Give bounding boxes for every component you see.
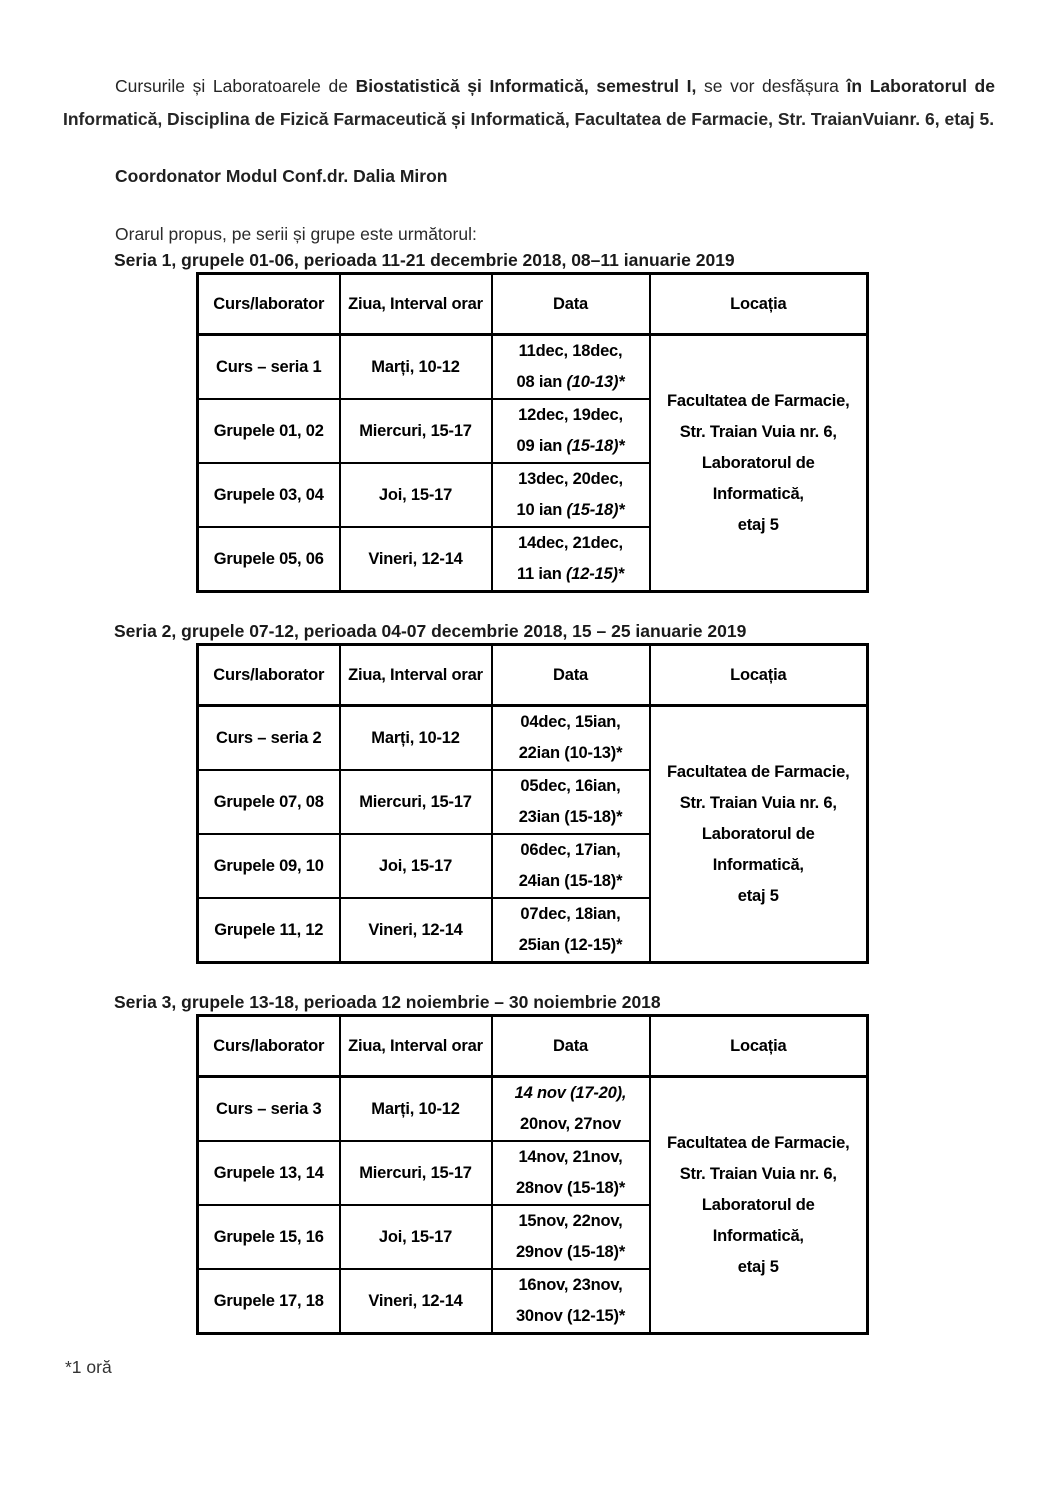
date-cell xyxy=(492,898,650,963)
day-cell: Marți, 10-12 xyxy=(340,335,492,400)
date-text: 23ian (15-18)* xyxy=(518,808,623,826)
day-cell: Marți, 10-12 xyxy=(340,1077,492,1142)
date-text: 29nov (15-18)* xyxy=(515,1243,626,1261)
date-text: 13dec, 20dec, xyxy=(518,470,623,488)
header-cell-locatia: Locația xyxy=(650,274,868,335)
day-cell: Marți, 10-12 xyxy=(340,706,492,771)
location-line: Laboratorul de xyxy=(701,1195,815,1214)
day-cell: Joi, 15-17 xyxy=(340,463,492,527)
date-text: 14dec, 21dec, xyxy=(518,534,623,552)
seria-3-table xyxy=(196,1014,869,1335)
course-cell: Grupele 03, 04 xyxy=(198,463,340,527)
table-header-row xyxy=(198,274,868,335)
footnote: *1 oră xyxy=(65,1357,112,1377)
table-header-row xyxy=(198,1016,868,1077)
location-line: Str. Traian Vuia nr. 6, xyxy=(679,793,837,812)
date-text-italic: (10-13)* xyxy=(566,373,625,391)
location-line: etaj 5 xyxy=(737,886,779,905)
header-cell-data: Data xyxy=(492,1016,650,1077)
date-text: 09 ian xyxy=(516,437,567,455)
location-line: Facultatea de Farmacie, xyxy=(667,391,850,410)
day-cell: Miercuri, 15-17 xyxy=(340,399,492,463)
schedule-intro-line: Orarul propus, pe serii și grupe este următorul: xyxy=(115,224,477,244)
date-cell xyxy=(492,1269,650,1334)
course-cell: Curs – seria 1 xyxy=(198,335,340,400)
header-cell-data: Data xyxy=(492,274,650,335)
date-text: 04dec, 15ian, xyxy=(520,713,621,731)
intro-paragraph xyxy=(63,70,995,136)
date-text: 06dec, 17ian, xyxy=(520,841,621,859)
date-text: 08 ian xyxy=(516,373,567,391)
date-text: 20nov, 27nov xyxy=(520,1115,621,1133)
location-line: etaj 5 xyxy=(737,515,779,534)
seria-1-heading: Seria 1, grupele 01-06, perioada 11-21 decembrie 2018, 08–11 ianuarie 2019 xyxy=(114,250,735,270)
course-cell: Grupele 09, 10 xyxy=(198,834,340,898)
intro-bold-course-title: Biostatistică și Informatică, semestrul I, xyxy=(355,76,697,96)
day-cell: Joi, 15-17 xyxy=(340,834,492,898)
header-cell-ziua-interval: Ziua, Interval orar xyxy=(340,1016,492,1077)
date-text: 22ian (10-13)* xyxy=(518,744,623,762)
location-cell xyxy=(650,335,868,592)
date-text: 05dec, 16ian, xyxy=(520,777,621,795)
date-cell xyxy=(492,399,650,463)
day-cell: Miercuri, 15-17 xyxy=(340,770,492,834)
date-cell xyxy=(492,706,650,771)
day-cell: Vineri, 12-14 xyxy=(340,527,492,592)
date-cell xyxy=(492,834,650,898)
date-cell xyxy=(492,335,650,400)
date-text-italic: (15-18)* xyxy=(566,501,625,519)
coordinator-line: Coordonator Modul Conf.dr. Dalia Miron xyxy=(115,166,448,186)
header-cell-data: Data xyxy=(492,645,650,706)
date-cell xyxy=(492,463,650,527)
course-cell: Grupele 13, 14 xyxy=(198,1141,340,1205)
header-cell-ziua-interval: Ziua, Interval orar xyxy=(340,274,492,335)
intro-line-1 xyxy=(63,70,995,103)
date-text: 07dec, 18ian, xyxy=(520,905,621,923)
table-row xyxy=(198,706,868,771)
location-cell xyxy=(650,706,868,963)
course-cell: Grupele 05, 06 xyxy=(198,527,340,592)
day-cell: Vineri, 12-14 xyxy=(340,1269,492,1334)
day-cell: Vineri, 12-14 xyxy=(340,898,492,963)
day-cell: Miercuri, 15-17 xyxy=(340,1141,492,1205)
seria-2-heading: Seria 2, grupele 07-12, perioada 04-07 decembrie 2018, 15 – 25 ianuarie 2019 xyxy=(114,621,747,641)
course-cell: Curs – seria 2 xyxy=(198,706,340,771)
header-cell-locatia: Locația xyxy=(650,645,868,706)
date-text: 28nov (15-18)* xyxy=(515,1179,626,1197)
location-line: Laboratorul de xyxy=(701,453,815,472)
table-header-row xyxy=(198,645,868,706)
date-cell xyxy=(492,1205,650,1269)
course-cell: Curs – seria 3 xyxy=(198,1077,340,1142)
date-text: 11dec, 18dec, xyxy=(518,342,623,360)
location-line: etaj 5 xyxy=(737,1257,779,1276)
header-cell-ziua-interval: Ziua, Interval orar xyxy=(340,645,492,706)
date-text: 10 ian xyxy=(516,501,567,519)
header-cell-curs-laborator: Curs/laborator xyxy=(198,1016,340,1077)
intro-bold-location-start: în Laboratorul de xyxy=(846,76,995,96)
header-cell-curs-laborator: Curs/laborator xyxy=(198,645,340,706)
seria-3-heading: Seria 3, grupele 13-18, perioada 12 noiembrie – 30 noiembrie 2018 xyxy=(114,992,661,1012)
date-text: 11 ian xyxy=(516,565,567,583)
date-text: 12dec, 19dec, xyxy=(518,406,623,424)
location-line: Informatică, xyxy=(712,484,804,503)
date-text-italic: 14 nov (17-20), xyxy=(514,1084,627,1102)
location-line: Laboratorul de xyxy=(701,824,815,843)
header-cell-locatia: Locația xyxy=(650,1016,868,1077)
date-cell xyxy=(492,527,650,592)
location-line: Str. Traian Vuia nr. 6, xyxy=(679,1164,837,1183)
date-text: 24ian (15-18)* xyxy=(518,872,623,890)
date-text-italic: (15-18)* xyxy=(566,437,625,455)
intro-text: Cursurile și Laboratoarele de xyxy=(115,76,356,96)
location-line: Facultatea de Farmacie, xyxy=(667,1133,850,1152)
intro-text: se vor desfășura xyxy=(696,76,847,96)
course-cell: Grupele 07, 08 xyxy=(198,770,340,834)
location-cell xyxy=(650,1077,868,1334)
course-cell: Grupele 17, 18 xyxy=(198,1269,340,1334)
table-row xyxy=(198,335,868,400)
date-text: 25ian (12-15)* xyxy=(518,936,623,954)
location-line: Informatică, xyxy=(712,1226,804,1245)
date-text: 16nov, 23nov, xyxy=(518,1276,623,1294)
intro-line-2: Informatică, Disciplina de Fizică Farmaceutică și Informatică, Facultatea de Farmacie, Str. TraianVuianr. 6, etaj 5. xyxy=(63,109,995,129)
location-line: Facultatea de Farmacie, xyxy=(667,762,850,781)
date-text-italic: (12-15)* xyxy=(566,565,625,583)
location-line: Str. Traian Vuia nr. 6, xyxy=(679,422,837,441)
location-line: Informatică, xyxy=(712,855,804,874)
date-cell xyxy=(492,1141,650,1205)
date-cell xyxy=(492,1077,650,1142)
day-cell: Joi, 15-17 xyxy=(340,1205,492,1269)
date-text: 30nov (12-15)* xyxy=(515,1307,626,1325)
date-text: 15nov, 22nov, xyxy=(518,1212,623,1230)
seria-1-table xyxy=(196,272,869,593)
course-cell: Grupele 11, 12 xyxy=(198,898,340,963)
date-cell xyxy=(492,770,650,834)
course-cell: Grupele 01, 02 xyxy=(198,399,340,463)
course-cell: Grupele 15, 16 xyxy=(198,1205,340,1269)
date-text: 14nov, 21nov, xyxy=(518,1148,623,1166)
seria-2-table xyxy=(196,643,869,964)
table-row xyxy=(198,1077,868,1142)
header-cell-curs-laborator: Curs/laborator xyxy=(198,274,340,335)
